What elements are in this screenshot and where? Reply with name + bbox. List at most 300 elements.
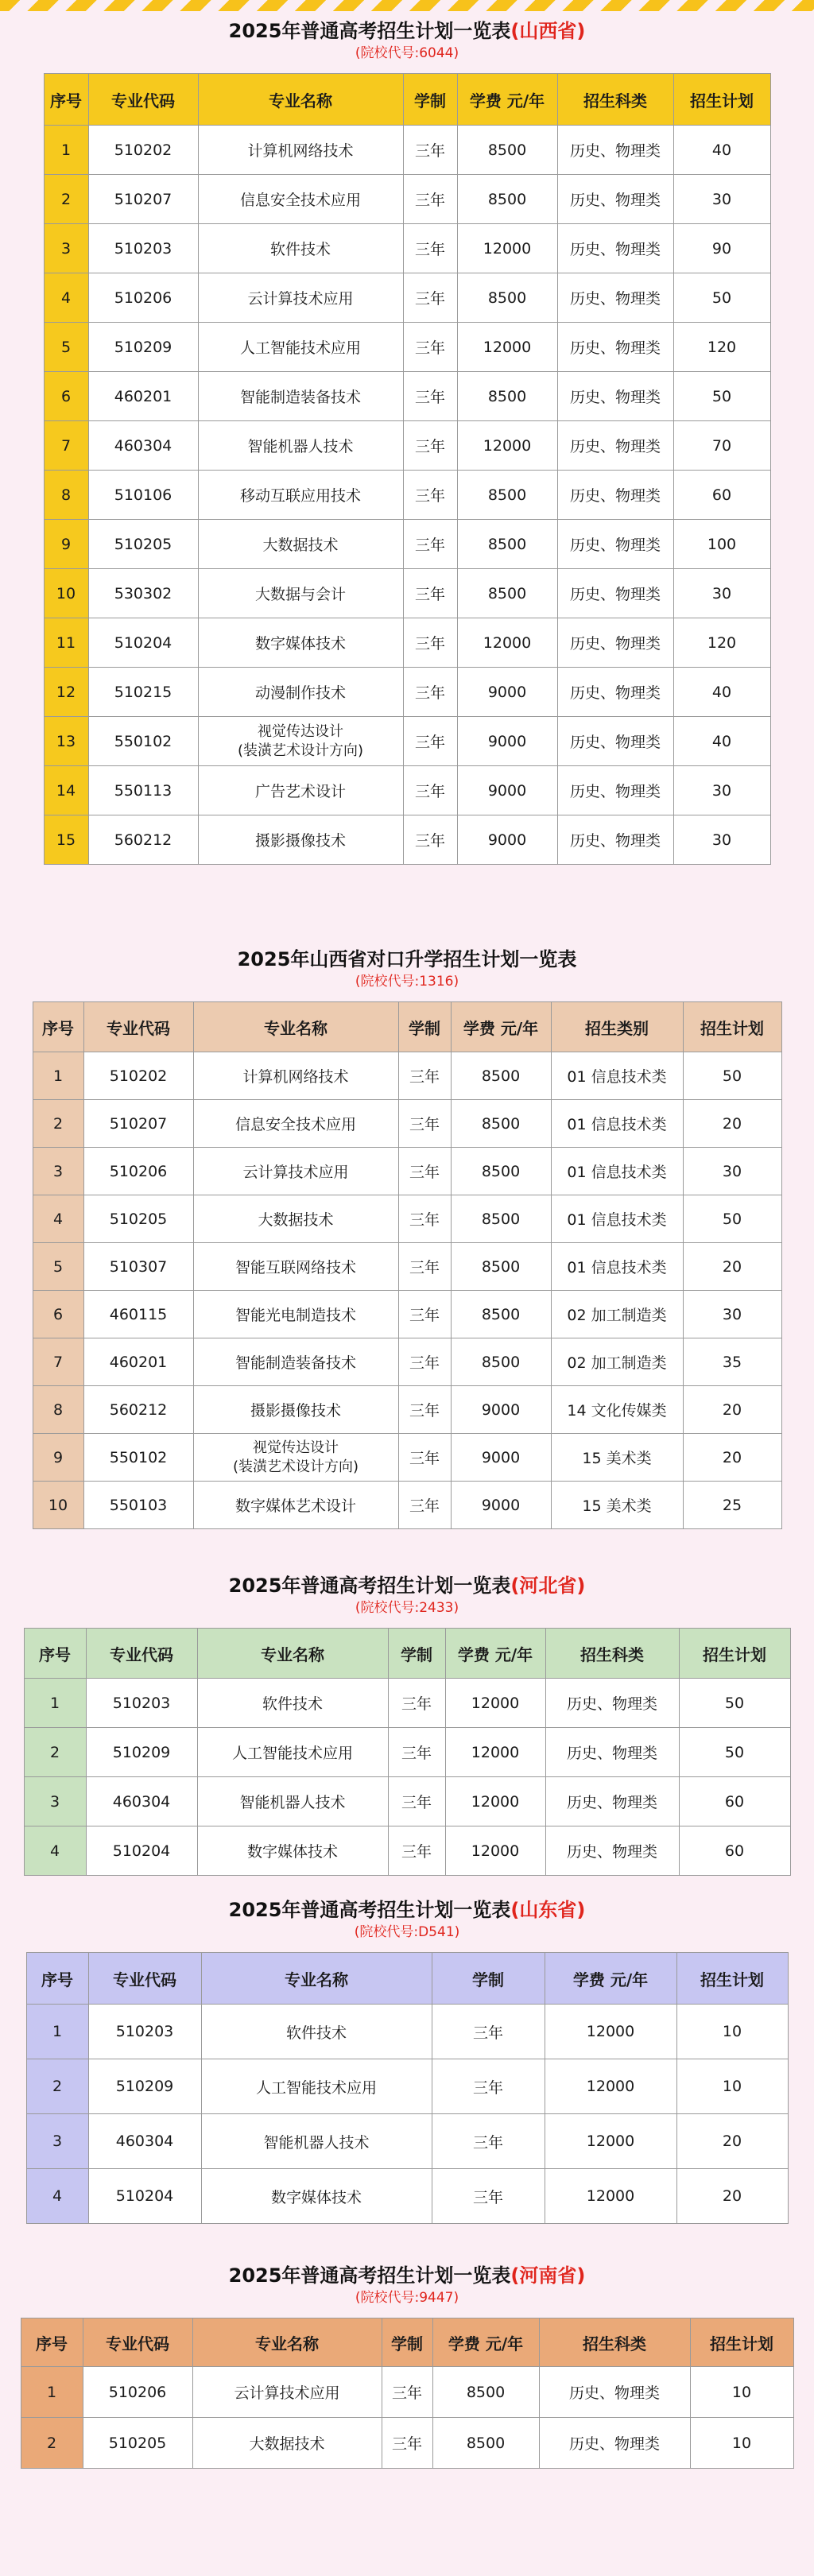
cell-col-tuition: 8500 <box>451 1291 551 1338</box>
header-col-quota: 招生计划 <box>690 2318 793 2367</box>
cell-col-duration: 三年 <box>398 1338 451 1386</box>
cell-col-major-name: 数字媒体技术 <box>197 1826 388 1876</box>
header-col-quota: 招生计划 <box>683 1002 781 1052</box>
section-shanxi-vocational <box>0 939 814 1566</box>
cell-col-index: 5 <box>44 323 88 372</box>
cell-col-major-name: 数字媒体技术 <box>201 2169 432 2224</box>
header-row <box>33 1002 781 1052</box>
cell-col-tuition: 8500 <box>432 2367 539 2418</box>
cell-col-duration: 三年 <box>398 1243 451 1291</box>
header-col-major-name: 专业名称 <box>197 1629 388 1679</box>
cell-col-tuition: 12000 <box>457 323 557 372</box>
cell-col-duration: 三年 <box>403 520 457 569</box>
header-col-major-code: 专业代码 <box>83 2318 192 2367</box>
section-hebei <box>0 1566 814 1890</box>
header-col-major-code: 专业代码 <box>88 74 198 126</box>
cell-col-index: 6 <box>33 1291 83 1338</box>
cell-col-category: 历史、物理类 <box>557 520 673 569</box>
cell-col-major-name: 软件技术 <box>198 224 403 273</box>
table-row <box>44 126 770 175</box>
table-row <box>33 1386 781 1434</box>
cell-col-tuition: 8500 <box>451 1195 551 1243</box>
cell-col-duration: 三年 <box>403 717 457 766</box>
cell-col-major-code: 560212 <box>83 1386 193 1434</box>
cell-col-major-name: 动漫制作技术 <box>198 668 403 717</box>
header-col-major-code: 专业代码 <box>88 1953 201 2005</box>
cell-col-major-name: 计算机网络技术 <box>198 126 403 175</box>
cell-col-major-code: 510206 <box>88 273 198 323</box>
cell-col-tuition: 9000 <box>457 717 557 766</box>
section-title <box>0 11 814 43</box>
cell-col-index: 4 <box>33 1195 83 1243</box>
header-col-quota: 招生计划 <box>679 1629 790 1679</box>
cell-col-index: 2 <box>33 1100 83 1148</box>
cell-col-duration: 三年 <box>403 421 457 471</box>
header-col-duration: 学制 <box>398 1002 451 1052</box>
cell-col-tuition: 12000 <box>545 2059 676 2114</box>
cell-col-major-name: 人工智能技术应用 <box>198 323 403 372</box>
table-row <box>44 471 770 520</box>
cell-col-major-code: 460201 <box>83 1338 193 1386</box>
cell-col-quota: 30 <box>673 569 770 618</box>
header-col-index: 序号 <box>21 2318 83 2367</box>
cell-col-major-code: 530302 <box>88 569 198 618</box>
cell-col-major-name: 人工智能技术应用 <box>197 1728 388 1777</box>
table-row <box>44 569 770 618</box>
cell-col-tuition: 9000 <box>457 815 557 865</box>
cell-col-major-name: 云计算技术应用 <box>193 1148 398 1195</box>
cell-col-major-name: 智能机器人技术 <box>198 421 403 471</box>
cell-col-index: 1 <box>44 126 88 175</box>
cell-col-major-name: 计算机网络技术 <box>193 1052 398 1100</box>
section-title <box>0 1890 814 1922</box>
cell-col-tuition: 12000 <box>445 1679 545 1728</box>
header-col-category: 招生科类 <box>545 1629 679 1679</box>
header-row <box>21 2318 793 2367</box>
cell-col-tuition: 8500 <box>457 520 557 569</box>
cell-col-index: 9 <box>33 1434 83 1482</box>
table-row <box>26 2059 788 2114</box>
cell-col-quota: 25 <box>683 1482 781 1529</box>
cell-col-major-code: 460304 <box>88 2114 201 2169</box>
cell-col-category: 历史、物理类 <box>557 815 673 865</box>
table-row <box>21 2418 793 2469</box>
cell-col-index: 15 <box>44 815 88 865</box>
cell-col-category: 历史、物理类 <box>557 668 673 717</box>
cell-col-index: 3 <box>44 224 88 273</box>
cell-col-tuition: 8500 <box>457 372 557 421</box>
cell-col-duration: 三年 <box>432 2059 545 2114</box>
cell-col-major-code: 510205 <box>83 1195 193 1243</box>
header-col-tuition: 学费 元/年 <box>445 1629 545 1679</box>
table-row <box>44 421 770 471</box>
cell-col-tuition: 9000 <box>451 1434 551 1482</box>
plan-table-shandong <box>26 1952 789 2224</box>
cell-col-major-name: 软件技术 <box>197 1679 388 1728</box>
header-col-category: 招生科类 <box>539 2318 690 2367</box>
header-col-major-name: 专业名称 <box>201 1953 432 2005</box>
cell-col-index: 2 <box>24 1728 86 1777</box>
cell-col-major-code: 550113 <box>88 766 198 815</box>
table-row <box>44 815 770 865</box>
cell-col-major-code: 550102 <box>83 1434 193 1482</box>
table-row <box>44 668 770 717</box>
cell-col-category: 历史、物理类 <box>539 2418 690 2469</box>
cell-col-category: 01 信息技术类 <box>551 1100 683 1148</box>
header-col-duration: 学制 <box>432 1953 545 2005</box>
cell-col-category: 15 美术类 <box>551 1434 683 1482</box>
cell-col-category: 历史、物理类 <box>557 569 673 618</box>
cell-col-duration: 三年 <box>403 471 457 520</box>
cell-col-index: 2 <box>26 2059 88 2114</box>
cell-col-duration: 三年 <box>388 1826 445 1876</box>
cell-col-major-name: 云计算技术应用 <box>198 273 403 323</box>
cell-col-category: 历史、物理类 <box>557 372 673 421</box>
cell-col-tuition: 8500 <box>457 273 557 323</box>
header-row <box>24 1629 790 1679</box>
cell-col-major-code: 510203 <box>86 1679 197 1728</box>
cell-col-index: 7 <box>33 1338 83 1386</box>
cell-col-index: 7 <box>44 421 88 471</box>
cell-col-tuition: 9000 <box>457 766 557 815</box>
cell-col-index: 10 <box>33 1482 83 1529</box>
cell-col-index: 13 <box>44 717 88 766</box>
cell-col-duration: 三年 <box>398 1291 451 1338</box>
cell-col-quota: 60 <box>679 1826 790 1876</box>
school-code: (院校代号:9447) <box>355 2290 459 2306</box>
header-col-tuition: 学费 元/年 <box>545 1953 676 2005</box>
cell-col-quota: 120 <box>673 323 770 372</box>
cell-col-duration: 三年 <box>388 1777 445 1826</box>
section-shandong <box>0 1890 814 2256</box>
cell-col-duration: 三年 <box>398 1100 451 1148</box>
cell-col-tuition: 8500 <box>451 1243 551 1291</box>
cell-col-tuition: 9000 <box>451 1482 551 1529</box>
cell-col-duration: 三年 <box>398 1482 451 1529</box>
cell-col-tuition: 12000 <box>545 2005 676 2059</box>
cell-col-index: 14 <box>44 766 88 815</box>
cell-col-major-name: 广告艺术设计 <box>198 766 403 815</box>
cell-col-duration: 三年 <box>398 1195 451 1243</box>
header-col-category: 招生类别 <box>551 1002 683 1052</box>
cell-col-quota: 50 <box>679 1679 790 1728</box>
cell-col-major-code: 510203 <box>88 224 198 273</box>
cell-col-index: 9 <box>44 520 88 569</box>
cell-col-tuition: 9000 <box>457 668 557 717</box>
cell-col-index: 11 <box>44 618 88 668</box>
cell-col-major-code: 510207 <box>83 1100 193 1148</box>
cell-col-duration: 三年 <box>388 1728 445 1777</box>
cell-col-duration: 三年 <box>403 569 457 618</box>
cell-col-index: 10 <box>44 569 88 618</box>
title-text: 2025年普通高考招生计划一览表 <box>228 2264 511 2287</box>
cell-col-quota: 30 <box>683 1291 781 1338</box>
table-row <box>44 372 770 421</box>
section-henan <box>0 2256 814 2558</box>
cell-col-category: 01 信息技术类 <box>551 1052 683 1100</box>
title-province: (河南省) <box>510 2264 586 2287</box>
cell-col-quota: 20 <box>683 1100 781 1148</box>
cell-col-major-code: 460115 <box>83 1291 193 1338</box>
cell-col-quota: 30 <box>673 766 770 815</box>
cell-col-index: 1 <box>21 2367 83 2418</box>
cell-col-quota: 50 <box>683 1052 781 1100</box>
header-col-index: 序号 <box>26 1953 88 2005</box>
cell-col-quota: 50 <box>683 1195 781 1243</box>
cell-col-index: 3 <box>24 1777 86 1826</box>
cell-col-major-code: 510205 <box>83 2418 192 2469</box>
table-row <box>21 2367 793 2418</box>
decorative-stripe-bar <box>0 0 814 11</box>
cell-col-duration: 三年 <box>398 1052 451 1100</box>
cell-col-major-name: 智能机器人技术 <box>201 2114 432 2169</box>
cell-col-quota: 30 <box>673 815 770 865</box>
cell-col-major-name: 摄影摄像技术 <box>198 815 403 865</box>
table-row <box>44 717 770 766</box>
cell-col-tuition: 12000 <box>457 421 557 471</box>
cell-col-quota: 50 <box>673 273 770 323</box>
cell-col-major-name: 视觉传达设计 (装潢艺术设计方向) <box>198 717 403 766</box>
header-col-major-code: 专业代码 <box>86 1629 197 1679</box>
cell-col-category: 历史、物理类 <box>557 766 673 815</box>
cell-col-quota: 20 <box>676 2114 788 2169</box>
cell-col-major-name: 数字媒体艺术设计 <box>193 1482 398 1529</box>
cell-col-quota: 20 <box>683 1434 781 1482</box>
cell-col-quota: 30 <box>683 1148 781 1195</box>
cell-col-tuition: 8500 <box>451 1148 551 1195</box>
title-text: 2025年普通高考招生计划一览表 <box>228 1575 511 1597</box>
school-code: (院校代号:1316) <box>355 974 459 990</box>
title-text: 2025年普通高考招生计划一览表 <box>228 20 511 42</box>
table-row <box>44 618 770 668</box>
cell-col-major-code: 510207 <box>88 175 198 224</box>
cell-col-major-code: 510204 <box>86 1826 197 1876</box>
cell-col-duration: 三年 <box>403 323 457 372</box>
cell-col-category: 历史、物理类 <box>557 717 673 766</box>
cell-col-quota: 100 <box>673 520 770 569</box>
cell-col-category: 14 文化传媒类 <box>551 1386 683 1434</box>
cell-col-major-name: 大数据技术 <box>198 520 403 569</box>
cell-col-quota: 20 <box>683 1386 781 1434</box>
cell-col-tuition: 12000 <box>445 1826 545 1876</box>
table-row <box>33 1291 781 1338</box>
table-row <box>44 175 770 224</box>
cell-col-tuition: 12000 <box>545 2114 676 2169</box>
cell-col-index: 4 <box>24 1826 86 1876</box>
cell-col-category: 历史、物理类 <box>545 1777 679 1826</box>
cell-col-quota: 90 <box>673 224 770 273</box>
cell-col-tuition: 8500 <box>432 2418 539 2469</box>
cell-col-index: 8 <box>33 1386 83 1434</box>
cell-col-tuition: 8500 <box>457 569 557 618</box>
cell-col-major-name: 大数据技术 <box>193 1195 398 1243</box>
cell-col-major-code: 510202 <box>88 126 198 175</box>
cell-col-major-name: 智能制造装备技术 <box>193 1338 398 1386</box>
header-col-major-name: 专业名称 <box>198 74 403 126</box>
plan-table-hebei <box>24 1628 791 1876</box>
cell-col-tuition: 8500 <box>451 1052 551 1100</box>
school-code: (院校代号:D541) <box>354 1924 460 1940</box>
cell-col-index: 2 <box>21 2418 83 2469</box>
table-row <box>24 1679 790 1728</box>
cell-col-index: 1 <box>33 1052 83 1100</box>
cell-col-tuition: 12000 <box>457 618 557 668</box>
header-col-tuition: 学费 元/年 <box>457 74 557 126</box>
cell-col-index: 3 <box>26 2114 88 2169</box>
cell-col-major-code: 460304 <box>88 421 198 471</box>
table-row <box>33 1100 781 1148</box>
header-col-index: 序号 <box>33 1002 83 1052</box>
cell-col-quota: 70 <box>673 421 770 471</box>
header-col-tuition: 学费 元/年 <box>432 2318 539 2367</box>
cell-col-category: 历史、物理类 <box>557 471 673 520</box>
cell-col-quota: 40 <box>673 126 770 175</box>
cell-col-index: 1 <box>24 1679 86 1728</box>
section-title <box>0 1566 814 1598</box>
table-row <box>44 766 770 815</box>
cell-col-major-code: 510204 <box>88 2169 201 2224</box>
cell-col-major-code: 560212 <box>88 815 198 865</box>
table-row <box>44 224 770 273</box>
cell-col-quota: 50 <box>679 1728 790 1777</box>
cell-col-index: 4 <box>44 273 88 323</box>
school-code: (院校代号:6044) <box>355 45 459 61</box>
cell-col-duration: 三年 <box>403 273 457 323</box>
cell-col-major-name: 智能互联网络技术 <box>193 1243 398 1291</box>
cell-col-major-code: 460201 <box>88 372 198 421</box>
header-col-tuition: 学费 元/年 <box>451 1002 551 1052</box>
section-title <box>0 2256 814 2287</box>
cell-col-quota: 40 <box>673 717 770 766</box>
header-row <box>44 74 770 126</box>
cell-col-major-name: 摄影摄像技术 <box>193 1386 398 1434</box>
cell-col-tuition: 12000 <box>445 1728 545 1777</box>
cell-col-category: 02 加工制造类 <box>551 1338 683 1386</box>
cell-col-duration: 三年 <box>403 815 457 865</box>
cell-col-major-code: 510205 <box>88 520 198 569</box>
cell-col-major-code: 510215 <box>88 668 198 717</box>
cell-col-category: 历史、物理类 <box>545 1679 679 1728</box>
cell-col-major-name: 信息安全技术应用 <box>193 1100 398 1148</box>
title-text: 2025年山西省对口升学招生计划一览表 <box>237 948 577 970</box>
cell-col-duration: 三年 <box>403 618 457 668</box>
cell-col-tuition: 9000 <box>451 1386 551 1434</box>
table-row <box>33 1052 781 1100</box>
title-province: (河北省) <box>510 1575 586 1597</box>
cell-col-major-name: 数字媒体技术 <box>198 618 403 668</box>
cell-col-index: 8 <box>44 471 88 520</box>
cell-col-duration: 三年 <box>403 766 457 815</box>
cell-col-category: 历史、物理类 <box>545 1826 679 1876</box>
school-code: (院校代号:2433) <box>355 1600 459 1616</box>
cell-col-quota: 20 <box>683 1243 781 1291</box>
cell-col-index: 4 <box>26 2169 88 2224</box>
header-col-quota: 招生计划 <box>673 74 770 126</box>
cell-col-index: 6 <box>44 372 88 421</box>
plan-table-shanxi-vocational <box>33 1001 782 1529</box>
cell-col-quota: 20 <box>676 2169 788 2224</box>
table-row <box>24 1826 790 1876</box>
table-row <box>44 273 770 323</box>
cell-col-duration: 三年 <box>382 2418 432 2469</box>
table-row <box>33 1338 781 1386</box>
cell-col-index: 1 <box>26 2005 88 2059</box>
table-row <box>24 1728 790 1777</box>
cell-col-duration: 三年 <box>403 668 457 717</box>
title-text: 2025年普通高考招生计划一览表 <box>228 1899 511 1921</box>
cell-col-major-code: 510209 <box>86 1728 197 1777</box>
cell-col-quota: 30 <box>673 175 770 224</box>
cell-col-index: 3 <box>33 1148 83 1195</box>
cell-col-major-name: 人工智能技术应用 <box>201 2059 432 2114</box>
cell-col-duration: 三年 <box>432 2169 545 2224</box>
header-col-category: 招生科类 <box>557 74 673 126</box>
cell-col-quota: 35 <box>683 1338 781 1386</box>
cell-col-quota: 60 <box>673 471 770 520</box>
cell-col-major-name: 视觉传达设计 (装潢艺术设计方向) <box>193 1434 398 1482</box>
cell-col-category: 15 美术类 <box>551 1482 683 1529</box>
cell-col-category: 01 信息技术类 <box>551 1148 683 1195</box>
cell-col-duration: 三年 <box>388 1679 445 1728</box>
cell-col-major-name: 智能制造装备技术 <box>198 372 403 421</box>
section-shanxi <box>0 11 814 939</box>
cell-col-duration: 三年 <box>403 126 457 175</box>
cell-col-major-name: 云计算技术应用 <box>192 2367 382 2418</box>
cell-col-major-code: 510307 <box>83 1243 193 1291</box>
cell-col-duration: 三年 <box>432 2114 545 2169</box>
cell-col-major-name: 大数据技术 <box>192 2418 382 2469</box>
cell-col-quota: 40 <box>673 668 770 717</box>
cell-col-tuition: 8500 <box>457 471 557 520</box>
cell-col-major-name: 智能机器人技术 <box>197 1777 388 1826</box>
header-col-index: 序号 <box>44 74 88 126</box>
cell-col-quota: 50 <box>673 372 770 421</box>
cell-col-tuition: 8500 <box>451 1100 551 1148</box>
cell-col-tuition: 8500 <box>457 175 557 224</box>
cell-col-duration: 三年 <box>403 175 457 224</box>
table-row <box>33 1243 781 1291</box>
cell-col-tuition: 8500 <box>457 126 557 175</box>
cell-col-tuition: 12000 <box>445 1777 545 1826</box>
cell-col-major-code: 510209 <box>88 323 198 372</box>
cell-col-major-code: 510106 <box>88 471 198 520</box>
table-row <box>33 1195 781 1243</box>
header-col-major-name: 专业名称 <box>193 1002 398 1052</box>
cell-col-category: 历史、物理类 <box>545 1728 679 1777</box>
cell-col-duration: 三年 <box>398 1148 451 1195</box>
cell-col-duration: 三年 <box>403 372 457 421</box>
cell-col-duration: 三年 <box>403 224 457 273</box>
table-row <box>33 1434 781 1482</box>
plan-table-henan <box>21 2318 794 2469</box>
header-col-duration: 学制 <box>403 74 457 126</box>
cell-col-major-name: 智能光电制造技术 <box>193 1291 398 1338</box>
cell-col-major-name: 移动互联应用技术 <box>198 471 403 520</box>
cell-col-major-name: 软件技术 <box>201 2005 432 2059</box>
cell-col-major-code: 510203 <box>88 2005 201 2059</box>
cell-col-category: 历史、物理类 <box>557 126 673 175</box>
cell-col-duration: 三年 <box>382 2367 432 2418</box>
cell-col-major-code: 510209 <box>88 2059 201 2114</box>
cell-col-major-code: 510202 <box>83 1052 193 1100</box>
header-col-quota: 招生计划 <box>676 1953 788 2005</box>
cell-col-tuition: 12000 <box>545 2169 676 2224</box>
cell-col-index: 5 <box>33 1243 83 1291</box>
table-row <box>33 1148 781 1195</box>
header-col-duration: 学制 <box>382 2318 432 2367</box>
cell-col-category: 历史、物理类 <box>557 273 673 323</box>
cell-col-major-code: 510206 <box>83 1148 193 1195</box>
